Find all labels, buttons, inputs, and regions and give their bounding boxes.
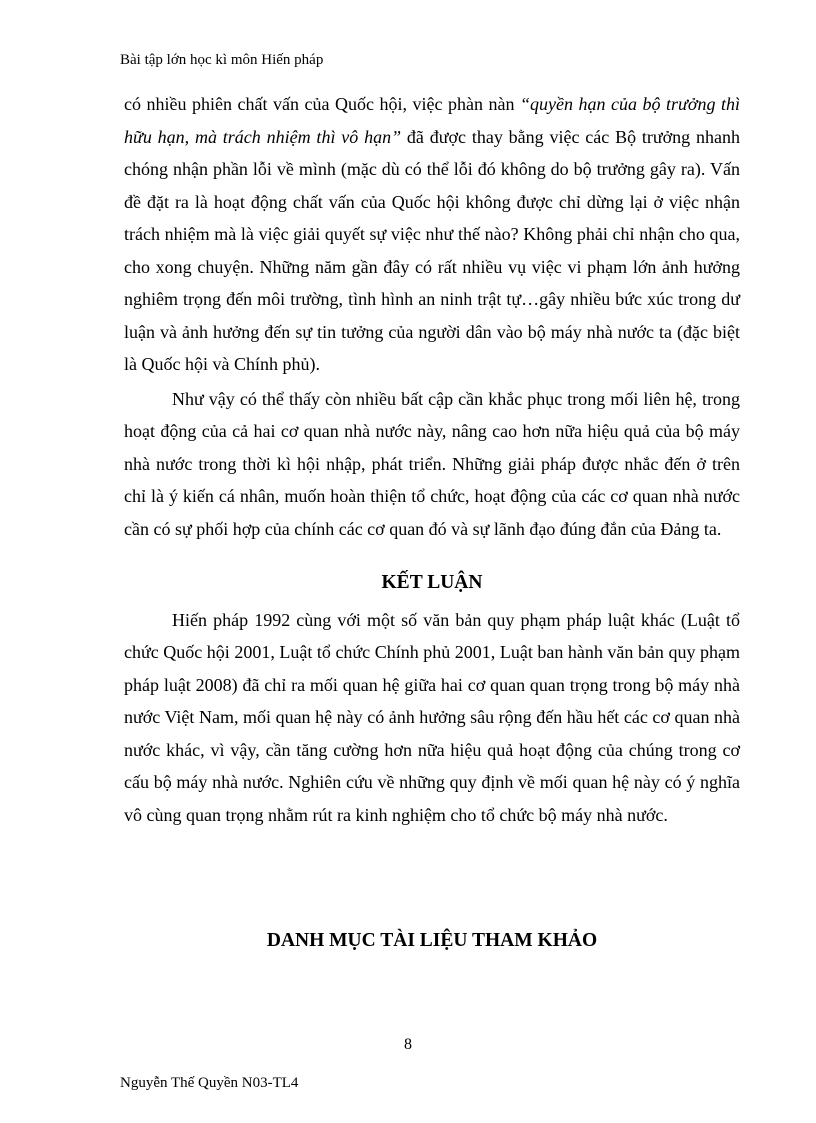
paragraph-text: đã được thay bằng việc các Bộ trưởng nhanh chóng nhận phần lỗi về mình (mặc dù có thể lỗi đó không do bộ trưởng gây ra). Vấn đề đặt ra là hoạt động chất vấn của Quốc hội không được chỉ dừng lại ở việc nhận trách nhiệm mà là việc giải quyết sự việc như thế nào? Không phải chỉ nhận cho qua, cho xong chuyện. Những năm gần đây có rất nhiều vụ việc vi phạm lớn ảnh hưởng nghiêm trọng đến môi trường, tình hình an ninh trật tự…gây nhiều bức xúc trong dư luận và ảnh hưởng đến sự tin tưởng của người dân vào bộ máy nhà nước ta (đặc biệt là Quốc hội và Chính phủ). xyxy=(124,126,740,374)
page-header: Bài tập lớn học kì môn Hiến pháp xyxy=(120,52,324,68)
page-footer: Nguyễn Thế Quyền N03-TL4 xyxy=(120,1075,299,1091)
document-body xyxy=(124,88,740,833)
paragraph-text: có nhiều phiên chất vấn của Quốc hội, việc phàn nàn xyxy=(124,94,521,114)
paragraph-shortcomings: Như vậy có thể thấy còn nhiều bất cập cần khắc phục trong mối liên hệ, trong hoạt động của cả hai cơ quan nhà nước này, nâng cao hơn nữa hiệu quả của bộ máy nhà nước trong thời kì hội nhập, phát triển. Những giải pháp được nhắc đến ở trên chỉ là ý kiến cá nhân, muốn hoàn thiện tổ chức, hoạt động của các cơ quan nhà nước cần có sự phối hợp của chính các cơ quan đó và sự lãnh đạo đúng đắn của Đảng ta. xyxy=(124,388,740,539)
paragraph-questioning xyxy=(124,88,740,381)
conclusion-heading: KẾT LUẬN xyxy=(381,572,483,593)
quoted-phrase: “quyền hạn của bộ trưởng thì hữu hạn, mà trách nhiệm thì vô hạn” xyxy=(124,94,740,147)
references-heading: DANH MỤC TÀI LIỆU THAM KHẢO xyxy=(266,930,598,951)
page-number: 8 xyxy=(404,1036,412,1053)
paragraph-conclusion: Hiến pháp 1992 cùng với một số văn bản quy phạm pháp luật khác (Luật tổ chức Quốc hội 2001, Luật tổ chức Chính phủ 2001, Luật ban hành văn bản quy phạm pháp luật 2008) đã chỉ ra mối quan hệ giữa hai cơ quan quan trọng trong bộ máy nhà nước Việt Nam, mối quan hệ này có ảnh hưởng sâu rộng đến hầu hết các cơ quan nhà nước khác, vì vậy, cần tăng cường hơn nữa hiệu quả hoạt động của chúng trong cơ cấu bộ máy nhà nước. Nghiên cứu về những quy định về mối quan hệ này có ý nghĩa vô cùng quan trọng nhằm rút ra kinh nghiệm cho tổ chức bộ máy nhà nước. xyxy=(124,609,740,825)
